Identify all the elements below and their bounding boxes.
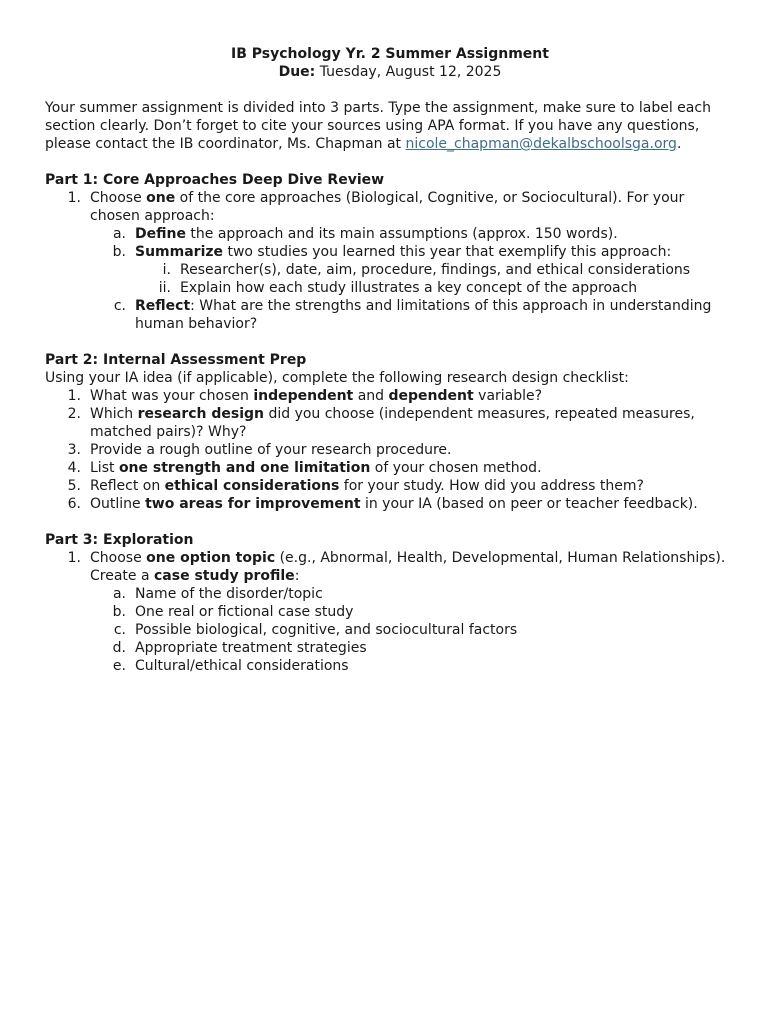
part1-item-1-continued: chosen approach: <box>90 208 215 224</box>
part2-item-3: 3. Provide a rough outline of your research procedure. <box>67 442 452 458</box>
due-label: Due: <box>278 64 316 80</box>
intro-line-3: please contact the IB coordinator, Ms. Chapman at nicole_chapman@dekalbschoolsga.org. <box>45 136 682 152</box>
coordinator-email-link[interactable]: nicole_chapman@dekalbschoolsga.org <box>405 136 677 152</box>
intro-line-2: section clearly. Don’t forget to cite your sources using APA format. If you have any questions, <box>45 118 700 134</box>
part1-sub-c-continued: human behavior? <box>135 316 258 332</box>
part1-sub-b-ii: ii. Explain how each study illustrates a key concept of the approach <box>158 280 638 296</box>
part2-intro: Using your IA idea (if applicable), complete the following research design checklist: <box>45 370 629 386</box>
part3-sub-d: d. Appropriate treatment strategies <box>112 640 367 656</box>
part1-sub-b: b. Summarize two studies you learned this year that exemplify this approach: <box>112 244 672 260</box>
part3-item-1-continued: Create a case study profile: <box>90 568 300 584</box>
document-page <box>45 45 735 675</box>
part1-sub-a: a. Define the approach and its main assumptions (approx. 150 words). <box>112 226 618 242</box>
part3-sub-c: c. Possible biological, cognitive, and sociocultural factors <box>113 622 518 638</box>
part2-item-6: 6. Outline two areas for improvement in your IA (based on peer or teacher feedback). <box>67 496 698 512</box>
part2-item-4: 4. List one strength and one limitation of your chosen method. <box>67 460 542 476</box>
part1-sub-c: c. Reflect: What are the strengths and limitations of this approach in understanding <box>113 298 712 314</box>
part3-heading: Part 3: Exploration <box>45 532 194 548</box>
document-title: IB Psychology Yr. 2 Summer Assignment <box>231 46 549 62</box>
part3-sub-b: b. One real or fictional case study <box>112 604 354 620</box>
part2-item-2-continued: matched pairs)? Why? <box>90 424 247 440</box>
part1-sub-b-i: i. Researcher(s), date, aim, procedure, findings, and ethical considerations <box>162 262 691 278</box>
part3-item-1: 1. Choose one option topic (e.g., Abnormal, Health, Developmental, Human Relationships). <box>67 550 726 566</box>
part1-heading: Part 1: Core Approaches Deep Dive Review <box>45 172 385 188</box>
part2-item-2: 2. Which research design did you choose (independent measures, repeated measures, <box>67 406 695 422</box>
due-value: Tuesday, August 12, 2025 <box>315 64 502 80</box>
part3-sub-e: e. Cultural/ethical considerations <box>112 658 349 674</box>
part2-heading: Part 2: Internal Assessment Prep <box>45 352 307 368</box>
part2-item-1: 1. What was your chosen independent and dependent variable? <box>67 388 543 404</box>
due-date <box>45 63 735 81</box>
part1-item-1: 1. Choose one of the core approaches (Biological, Cognitive, or Sociocultural). For your <box>67 190 685 206</box>
part3-sub-a: a. Name of the disorder/topic <box>112 586 323 602</box>
intro-line-1: Your summer assignment is divided into 3 parts. Type the assignment, make sure to label each <box>45 100 711 116</box>
part2-item-5: 5. Reflect on ethical considerations for your study. How did you address them? <box>67 478 644 494</box>
